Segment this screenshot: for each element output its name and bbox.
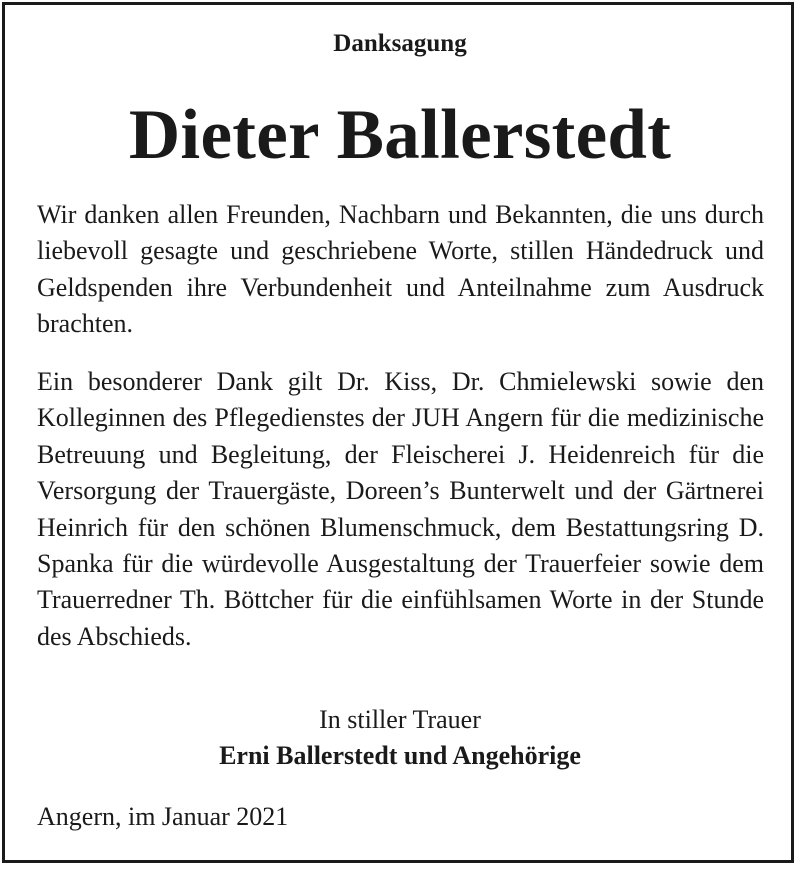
deceased-name: Dieter Ballerstedt (128, 96, 672, 174)
signature: Erni Ballerstedt und Angehörige (219, 741, 581, 770)
notice-heading: Danksagung (333, 30, 467, 57)
place-date: Angern, im Januar 2021 (37, 802, 289, 831)
thanks-paragraph-special: Ein besonderer Dank gilt Dr. Kiss, Dr. Chmielewski sowie den Kolleginnen des Pflegedienstes der JUH Angern für die medizinische Betreuung und Begleitung, der Fleischerei J. Heidenreich für die Versorgung der Trauergäste, Doreen’s Bunterwelt und der Gärtnerei Heinrich für den schönen Blumenschmuck, dem Bestattungsring D. Spanka für die würdevolle Ausgestaltung der Trauerfeier sowie dem Trauerredner Th. Böttcher für die einfühlsamen Worte in der Stunde des Abschieds. (37, 367, 764, 651)
closing-line: In stiller Trauer (319, 705, 481, 734)
thanks-paragraph-general: Wir danken allen Freunden, Nachbarn und Bekannten, die uns durch liebevoll gesagte und geschriebene Worte, stillen Händedruck und Geldspenden ihre Verbundenheit und Anteilnahme zum Ausdruck brachten. (37, 200, 764, 339)
